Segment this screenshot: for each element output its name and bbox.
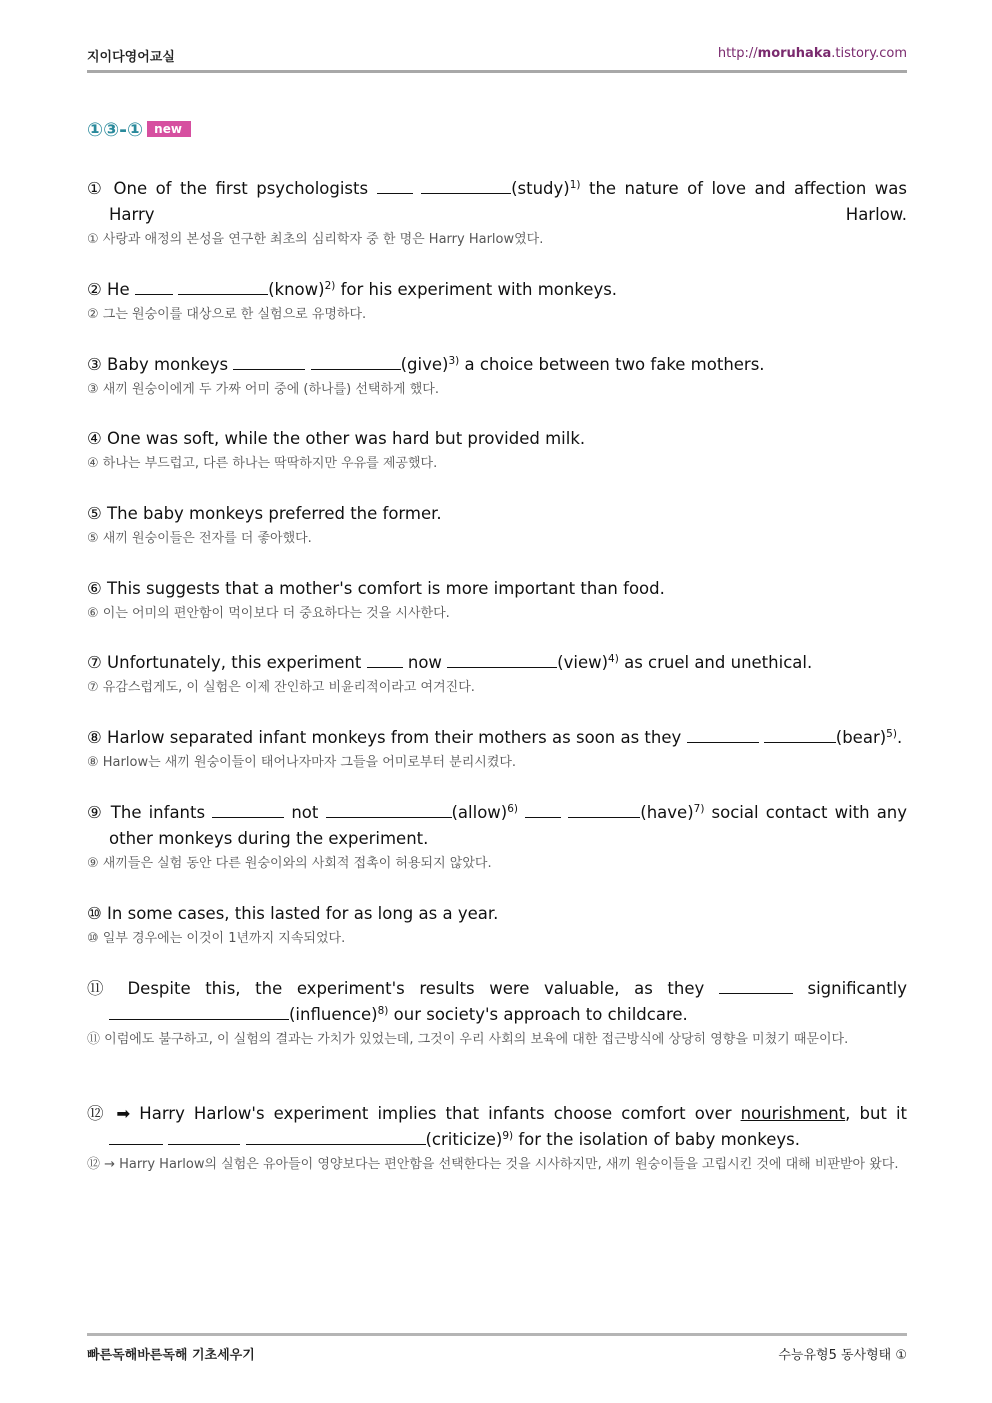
question-item [87, 1101, 907, 1177]
question-translation: ④ 하나는 부드럽고, 다른 하나는 딱딱하지만 우유를 제공했다. [87, 456, 438, 471]
question-item [87, 725, 907, 775]
question-sentence: ⑩ In some cases, this lasted for as long as a year. [87, 904, 499, 923]
question-translation: ③ 새끼 원숭이에게 두 가짜 어미 중에 (하나를) 선택하게 했다. [87, 382, 439, 397]
question-item [87, 176, 907, 252]
question-translation: ⑫ → Harry Harlow의 실험은 유아들이 영양보다는 편안함을 선택한다는 것을 시사하지만, 새끼 원숭이들을 고립시킨 것에 대해 비판받아 왔다. [87, 1157, 899, 1172]
footer-book-title: 빠른독해바른독해 기초세우기 [87, 1348, 255, 1363]
question-item [87, 501, 907, 551]
question-translation: ⑥ 이는 어미의 편안함이 먹이보다 더 중요하다는 것을 시사한다. [87, 606, 450, 621]
question-sentence: ⑤ The baby monkeys preferred the former. [87, 504, 442, 523]
question-translation: ⑧ Harlow는 새끼 원숭이들이 태어나자마자 그들을 어미로부터 분리시켰다. [87, 755, 517, 770]
question-sentence: ⑦ Unfortunately, this experiment now (view)$^{4)}$ as cruel and unethical. [87, 653, 813, 672]
question-sentence: ⑫ ➡ Harry Harlow's experiment implies that infants choose comfort over nourishment, but it (criticize)$^{9)}$ for the isolation of baby monkeys. [87, 1104, 908, 1149]
question-sentence: ⑧ Harlow separated infant monkeys from their mothers as soon as they (bear)$^{5)}$. [87, 728, 903, 747]
question-translation: ⑦ 유감스럽게도, 이 실험은 이제 잔인하고 비윤리적이라고 여겨진다. [87, 680, 475, 695]
question-sentence: ③ Baby monkeys (give)$^{3)}$ a choice between two fake mothers. [87, 355, 765, 374]
question-item [87, 277, 907, 327]
question-translation: ⑤ 새끼 원숭이들은 전자를 더 좋아했다. [87, 531, 312, 546]
new-badge: new [147, 121, 191, 137]
header-brand: 지이다영어교실 [87, 50, 175, 65]
question-translation: ① 사랑과 애정의 본성을 연구한 최초의 심리학자 중 한 명은 Harry Harlow였다. [87, 232, 544, 247]
question-translation: ② 그는 원숭이를 대상으로 한 실험으로 유명하다. [87, 307, 367, 322]
question-item [87, 426, 907, 476]
question-sentence: ① One of the first psychologists (study)$^{1)}$ the nature of love and affection was Harry Harlow. [87, 179, 908, 224]
question-sentence: ⑥ This suggests that a mother's comfort is more important than food. [87, 579, 665, 598]
footer-divider [87, 1333, 907, 1336]
question-sentence: ④ One was soft, while the other was hard but provided milk. [87, 429, 586, 448]
question-item [87, 352, 907, 402]
question-sentence: ⑪ Despite this, the experiment's results were valuable, as they significantly (influence)$^{8)}$ our society's approach to childcare. [87, 979, 908, 1024]
question-translation: ⑩ 일부 경우에는 이것이 1년까지 지속되었다. [87, 931, 346, 946]
question-sentence: ② He (know)$^{2)}$ for his experiment with monkeys. [87, 280, 618, 299]
section-title: ①③-① new [87, 119, 191, 141]
page-footer [87, 1344, 907, 1364]
question-translation: ⑪ 이럼에도 불구하고, 이 실험의 결과는 가치가 있었는데, 그것이 우리 사회의 보육에 대한 접근방식에 상당히 영향을 미쳤기 때문이다. [87, 1032, 849, 1047]
question-item [87, 650, 907, 700]
question-item [87, 901, 907, 951]
question-item [87, 976, 907, 1052]
question-item [87, 800, 907, 876]
header-divider [87, 70, 907, 73]
footer-chapter: 수능유형5 동사형태 ① [778, 1348, 907, 1363]
header-url[interactable]: http://moruhaka.tistory.com [717, 46, 907, 61]
page-header [87, 46, 907, 66]
question-item [87, 576, 907, 626]
question-sentence: ⑨ The infants not (allow)$^{6)}$ (have)$^{7)}$ social contact with any other monkeys during the experiment. [87, 803, 908, 848]
question-translation: ⑨ 새끼들은 실험 동안 다른 원숭이와의 사회적 접촉이 허용되지 않았다. [87, 856, 492, 871]
